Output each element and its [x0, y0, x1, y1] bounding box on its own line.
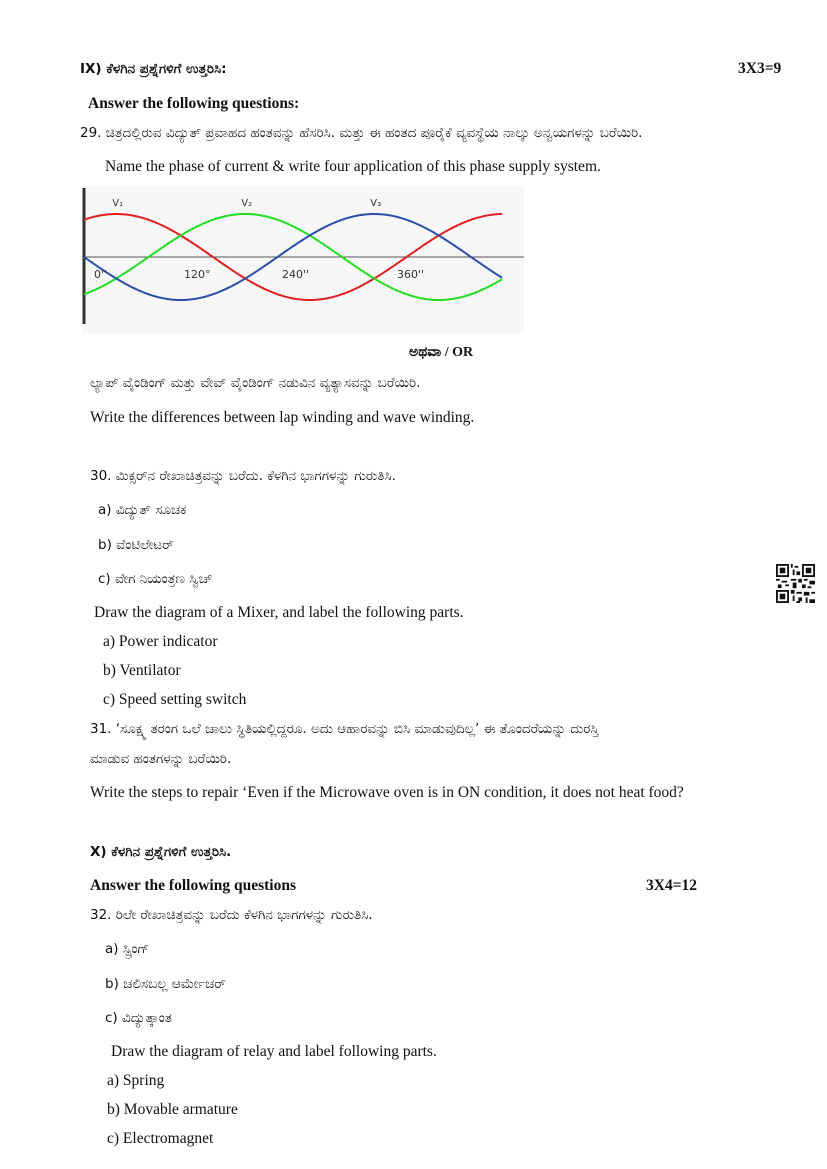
q31-text-kn-line1: 31. ‘ಸೂಕ್ಷ್ಮ ತರಂಗ ಒಲೆ ಚಾಲು ಸ್ಥಿತಿಯಲ್ಲಿದ್ದರೂ. ಅದು ಆಹಾರವನ್ನು ಬಿಸಿ ಮಾಡುವುದಿಲ್ಲ’ ಈ ತೊಂದರೆಯನ್ನು ದುರಸ್ತಿ: [90, 721, 599, 737]
q32-part-kn: c) ವಿದ್ಯುತ್ಕಾಂತ: [105, 1010, 172, 1026]
section-10-title-kn: X) ಕೆಳಗಿನ ಪ್ರಶ್ನೆಗಳಿಗೆ ಉತ್ತರಿಸಿ.: [90, 844, 232, 860]
section-9-marks: 3X3=9: [738, 60, 782, 77]
q30-part-kn: c) ವೇಗ ನಿಯಂತ್ರಣ ಸ್ವಿಚ್: [98, 571, 213, 587]
q32-part-en: c) Electromagnet: [107, 1130, 214, 1147]
q29-text-kn: 29. ಚಿತ್ರದಲ್ಲಿರುವ ವಿದ್ಯುತ್ ಪ್ರವಾಹದ ಹಂತವನ್ನು ಹೆಸರಿಸಿ. ಮತ್ತು ಈ ಹಂತದ ಪೂರೈಕೆ ವ್ಯವಸ್ಥೆಯ ನಾಲ್ಕು ಅನ್ವಯಗಳನ್ನು ಬರೆಯಿರಿ.: [80, 125, 643, 141]
q31-text-kn-line2: ಮಾಡುವ ಹಂತಗಳನ್ನು ಬರೆಯಿರಿ.: [90, 751, 232, 767]
q30-text-en: Draw the diagram of a Mixer, and label the following parts.: [94, 604, 464, 621]
section-10-marks: 3X4=12: [646, 877, 698, 894]
q30-part-en: a) Power indicator: [103, 633, 218, 650]
q32-part-en: a) Spring: [107, 1072, 165, 1089]
waveform-series-label: V₃: [370, 198, 382, 209]
q31-text-en: Write the steps to repair ‘Even if the Microwave oven is in ON condition, it does not heat food?: [90, 784, 684, 801]
q29-alt-text-en: Write the differences between lap winding and wave winding.: [90, 409, 475, 426]
x-tick-label: 240'': [282, 268, 310, 281]
x-tick-label: 120°: [184, 268, 211, 281]
waveform-series-label: V₂: [241, 198, 253, 209]
x-tick-label: 0'': [94, 268, 108, 281]
waveform-series-label: V₁: [112, 198, 124, 209]
q32-text-kn: 32. ರಿಲೇ ರೇಖಾಚಿತ್ರವನ್ನು ಬರೆದು ಕೆಳಗಿನ ಭಾಗಗಳನ್ನು ಗುರುತಿಸಿ.: [90, 907, 373, 923]
x-tick-label: 360'': [397, 268, 425, 281]
chart-background: [82, 186, 524, 333]
three-phase-waveform-chart: [82, 186, 524, 333]
section-9-title-kn: IX) ಕೆಳಗಿನ ಪ್ರಶ್ನೆಗಳಿಗೆ ಉತ್ತರಿಸಿ:: [80, 61, 227, 77]
q32-part-kn: a) ಸ್ಪ್ರಿಂಗ್: [105, 941, 150, 957]
section-10-title-en: Answer the following questions: [90, 877, 296, 894]
q30-part-kn: b) ವೆಂಟಿಲೇಟರ್: [98, 537, 174, 553]
q29-alt-text-kn: ಲ್ಯಾಪ್ ವೈಂಡಿಂಗ್ ಮತ್ತು ವೇವ್ ವೈಂಡಿಂಗ್ ನಡುವಿನ ವ್ಯತ್ಯಾಸವನ್ನು ಬರೆಯಿರಿ.: [90, 375, 421, 391]
q32-text-en: Draw the diagram of relay and label following parts.: [111, 1043, 437, 1060]
q32-part-kn: b) ಚಲಿಸಬಲ್ಲ ಆರ್ಮೇಚರ್: [105, 976, 226, 992]
q30-part-en: c) Speed setting switch: [103, 691, 247, 708]
q30-part-en: b) Ventilator: [103, 662, 181, 679]
q29-text-en: Name the phase of current & write four application of this phase supply system.: [105, 158, 601, 175]
q29-or-label: ಅಥವಾ / OR: [409, 345, 474, 360]
qr-code-icon: [776, 564, 815, 603]
q32-part-en: b) Movable armature: [107, 1101, 238, 1118]
q30-part-kn: a) ವಿದ್ಯುತ್ ಸೂಚಕ: [98, 502, 187, 518]
q30-text-kn: 30. ಮಿಕ್ಸರ್‌ನ ರೇಖಾಚಿತ್ರವನ್ನು ಬರೆದು. ಕೆಳಗಿನ ಭಾಗಗಳನ್ನು ಗುರುತಿಸಿ.: [90, 468, 396, 484]
section-9-title-en: Answer the following questions:: [88, 95, 300, 112]
